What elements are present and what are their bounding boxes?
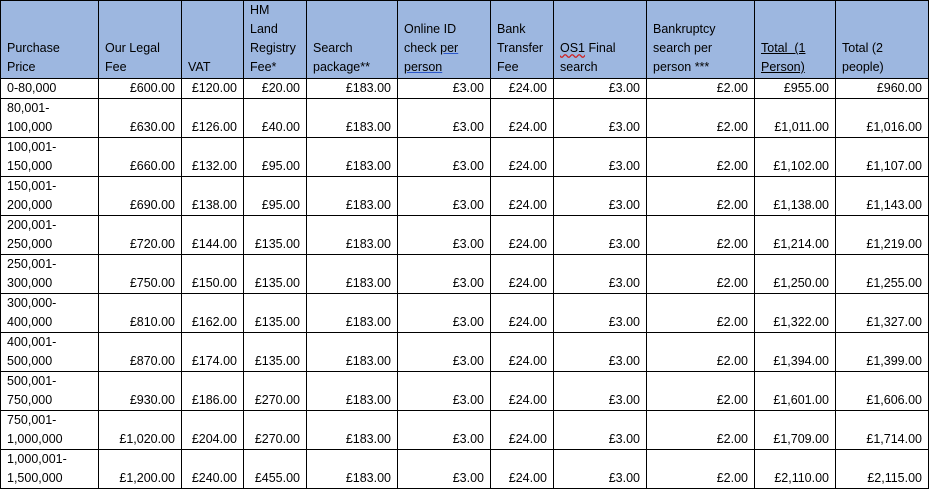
price-band-line: 1,500,000 [7,471,63,485]
purchase-price-cell [1,216,99,255]
os1-search-cell: £3.00 [554,177,647,216]
search-package-cell: £183.00 [307,372,398,411]
bank-transfer-cell: £24.00 [491,216,554,255]
total-two-people-cell: £1,714.00 [836,411,929,450]
total-one-person-cell: £1,601.00 [755,372,836,411]
header-purchase-price [1,1,99,79]
header-line: Transfer [497,41,544,55]
header-line: Price [7,60,36,74]
os1-search-cell: £3.00 [554,138,647,177]
header-line: search per [653,41,713,55]
header-line: search [560,60,598,74]
bankruptcy-search-cell: £2.00 [647,294,755,333]
header-line: Search [313,41,353,55]
total-two-people-cell: £1,016.00 [836,99,929,138]
online-id-check-cell: £3.00 [398,255,491,294]
header-line: Land [250,22,278,36]
legal-fee-cell: £600.00 [99,79,182,99]
total-two-people-cell: £1,399.00 [836,333,929,372]
header-os1-search [554,1,647,79]
price-band-line: 0-80,000 [7,81,57,95]
bank-transfer-cell: £24.00 [491,294,554,333]
table-row [1,216,929,255]
total-one-person-cell: £1,011.00 [755,99,836,138]
table-row [1,372,929,411]
price-band-line: 250,000 [7,237,53,251]
bankruptcy-search-cell: £2.00 [647,99,755,138]
price-band-line: 500,001- [7,374,57,388]
header-underlined-text: per [440,41,459,55]
os1-search-cell: £3.00 [554,333,647,372]
legal-fee-cell: £870.00 [99,333,182,372]
legal-fee-cell: £810.00 [99,294,182,333]
header-vat [182,1,244,79]
os1-search-cell: £3.00 [554,99,647,138]
vat-cell: £132.00 [182,138,244,177]
online-id-check-cell: £3.00 [398,333,491,372]
vat-cell: £126.00 [182,99,244,138]
purchase-price-cell [1,372,99,411]
search-package-cell: £183.00 [307,411,398,450]
header-line [404,39,484,58]
price-band-line: 1,000,001- [7,452,67,466]
bank-transfer-cell: £24.00 [491,450,554,489]
header-underlined-line: Person) [761,60,805,74]
vat-cell: £162.00 [182,294,244,333]
bank-transfer-cell: £24.00 [491,177,554,216]
legal-fee-cell: £690.00 [99,177,182,216]
total-two-people-cell: £2,115.00 [836,450,929,489]
total-one-person-cell: £1,394.00 [755,333,836,372]
total-two-people-cell: £1,143.00 [836,177,929,216]
fee-table-body [1,79,929,489]
table-row [1,79,929,99]
legal-fee-cell: £750.00 [99,255,182,294]
search-package-cell: £183.00 [307,99,398,138]
bankruptcy-search-cell: £2.00 [647,138,755,177]
purchase-price-cell [1,177,99,216]
header-bankruptcy-search [647,1,755,79]
price-band-line: 100,000 [7,120,53,134]
table-row [1,138,929,177]
bankruptcy-search-cell: £2.00 [647,177,755,216]
online-id-check-cell: £3.00 [398,79,491,99]
bankruptcy-search-cell: £2.00 [647,79,755,99]
header-total-one-person [755,1,836,79]
table-row [1,99,929,138]
bank-transfer-cell: £24.00 [491,411,554,450]
os1-search-cell: £3.00 [554,294,647,333]
online-id-check-cell: £3.00 [398,411,491,450]
header-search-package [307,1,398,79]
price-band-line: 200,000 [7,198,53,212]
header-line: Fee [497,60,519,74]
header-line: Registry [250,41,296,55]
total-one-person-cell: £1,214.00 [755,216,836,255]
header-line: Bankruptcy [653,22,716,36]
bank-transfer-cell: £24.00 [491,372,554,411]
header-line: Our Legal [105,41,160,55]
bankruptcy-search-cell: £2.00 [647,411,755,450]
total-two-people-cell: £1,107.00 [836,138,929,177]
price-band-line: 250,001- [7,257,57,271]
header-bank-transfer [491,1,554,79]
price-band-line: 300,000- [7,296,57,310]
table-row [1,294,929,333]
land-registry-cell: £270.00 [244,411,307,450]
os1-search-cell: £3.00 [554,255,647,294]
price-band-line: 750,000 [7,393,53,407]
bank-transfer-cell: £24.00 [491,79,554,99]
price-band-line: 150,001- [7,179,57,193]
online-id-check-cell: £3.00 [398,177,491,216]
vat-cell: £138.00 [182,177,244,216]
search-package-cell: £183.00 [307,450,398,489]
header-line: Total (2 [842,41,883,55]
header-land-registry [244,1,307,79]
header-line: package** [313,60,370,74]
legal-fee-cell: £1,020.00 [99,411,182,450]
price-band-line: 1,000,000 [7,432,63,446]
vat-cell: £144.00 [182,216,244,255]
bank-transfer-cell: £24.00 [491,255,554,294]
land-registry-cell: £95.00 [244,138,307,177]
header-underlined-line: person [404,60,443,74]
total-one-person-cell: £1,102.00 [755,138,836,177]
price-band-line: 400,001- [7,335,57,349]
total-two-people-cell: £1,255.00 [836,255,929,294]
online-id-check-cell: £3.00 [398,450,491,489]
header-line: person *** [653,60,710,74]
table-row [1,450,929,489]
legal-fee-cell: £1,200.00 [99,450,182,489]
header-line: Fee [105,60,127,74]
search-package-cell: £183.00 [307,216,398,255]
header-line: Purchase [7,41,60,55]
vat-cell: £150.00 [182,255,244,294]
price-band-line: 300,000 [7,276,53,290]
legal-fee-cell: £660.00 [99,138,182,177]
bankruptcy-search-cell: £2.00 [647,216,755,255]
search-package-cell: £183.00 [307,79,398,99]
header-line [560,39,640,58]
header-spellcheck-text: OS1 [560,41,586,55]
header-line: Online ID [404,22,457,36]
land-registry-cell: £20.00 [244,79,307,99]
vat-cell: £240.00 [182,450,244,489]
bankruptcy-search-cell: £2.00 [647,450,755,489]
header-total-two-people [836,1,929,79]
os1-search-cell: £3.00 [554,79,647,99]
header-text: check [404,41,441,55]
header-line: HM [250,3,270,17]
header-row [1,1,929,79]
bankruptcy-search-cell: £2.00 [647,255,755,294]
purchase-price-cell [1,294,99,333]
header-line: VAT [188,60,211,74]
table-row [1,333,929,372]
land-registry-cell: £95.00 [244,177,307,216]
search-package-cell: £183.00 [307,294,398,333]
price-band-line: 400,000 [7,315,53,329]
price-band-line: 750,001- [7,413,57,427]
purchase-price-cell [1,138,99,177]
land-registry-cell: £40.00 [244,99,307,138]
os1-search-cell: £3.00 [554,411,647,450]
online-id-check-cell: £3.00 [398,216,491,255]
vat-cell: £174.00 [182,333,244,372]
os1-search-cell: £3.00 [554,216,647,255]
land-registry-cell: £135.00 [244,255,307,294]
legal-fee-cell: £720.00 [99,216,182,255]
bank-transfer-cell: £24.00 [491,99,554,138]
vat-cell: £120.00 [182,79,244,99]
total-two-people-cell: £960.00 [836,79,929,99]
land-registry-cell: £455.00 [244,450,307,489]
header-underlined-line: Total (1 [761,41,806,55]
total-one-person-cell: £1,709.00 [755,411,836,450]
search-package-cell: £183.00 [307,333,398,372]
bank-transfer-cell: £24.00 [491,138,554,177]
purchase-price-cell [1,99,99,138]
land-registry-cell: £135.00 [244,333,307,372]
os1-search-cell: £3.00 [554,450,647,489]
land-registry-cell: £270.00 [244,372,307,411]
price-band-line: 100,001- [7,140,57,154]
vat-cell: £204.00 [182,411,244,450]
purchase-price-cell [1,79,99,99]
purchase-price-cell [1,411,99,450]
bank-transfer-cell: £24.00 [491,333,554,372]
purchase-price-cell [1,450,99,489]
os1-search-cell: £3.00 [554,372,647,411]
online-id-check-cell: £3.00 [398,99,491,138]
land-registry-cell: £135.00 [244,294,307,333]
table-row [1,255,929,294]
total-two-people-cell: £1,606.00 [836,372,929,411]
header-online-id-check [398,1,491,79]
total-one-person-cell: £1,322.00 [755,294,836,333]
header-text: Final [585,41,616,55]
online-id-check-cell: £3.00 [398,138,491,177]
land-registry-cell: £135.00 [244,216,307,255]
table-row [1,411,929,450]
total-two-people-cell: £1,219.00 [836,216,929,255]
search-package-cell: £183.00 [307,138,398,177]
price-band-line: 80,001- [7,101,50,115]
price-band-line: 150,000 [7,159,53,173]
header-line: Fee* [250,60,277,74]
header-legal-fee [99,1,182,79]
online-id-check-cell: £3.00 [398,294,491,333]
legal-fee-cell: £630.00 [99,99,182,138]
legal-fee-cell: £930.00 [99,372,182,411]
total-one-person-cell: £2,110.00 [755,450,836,489]
bankruptcy-search-cell: £2.00 [647,372,755,411]
bankruptcy-search-cell: £2.00 [647,333,755,372]
header-line: people) [842,60,884,74]
total-one-person-cell: £1,138.00 [755,177,836,216]
purchase-price-cell [1,255,99,294]
total-two-people-cell: £1,327.00 [836,294,929,333]
price-band-line: 500,000 [7,354,53,368]
header-line: Bank [497,22,526,36]
online-id-check-cell: £3.00 [398,372,491,411]
table-row [1,177,929,216]
total-one-person-cell: £1,250.00 [755,255,836,294]
purchase-price-cell [1,333,99,372]
search-package-cell: £183.00 [307,255,398,294]
vat-cell: £186.00 [182,372,244,411]
search-package-cell: £183.00 [307,177,398,216]
total-one-person-cell: £955.00 [755,79,836,99]
price-band-line: 200,001- [7,218,57,232]
